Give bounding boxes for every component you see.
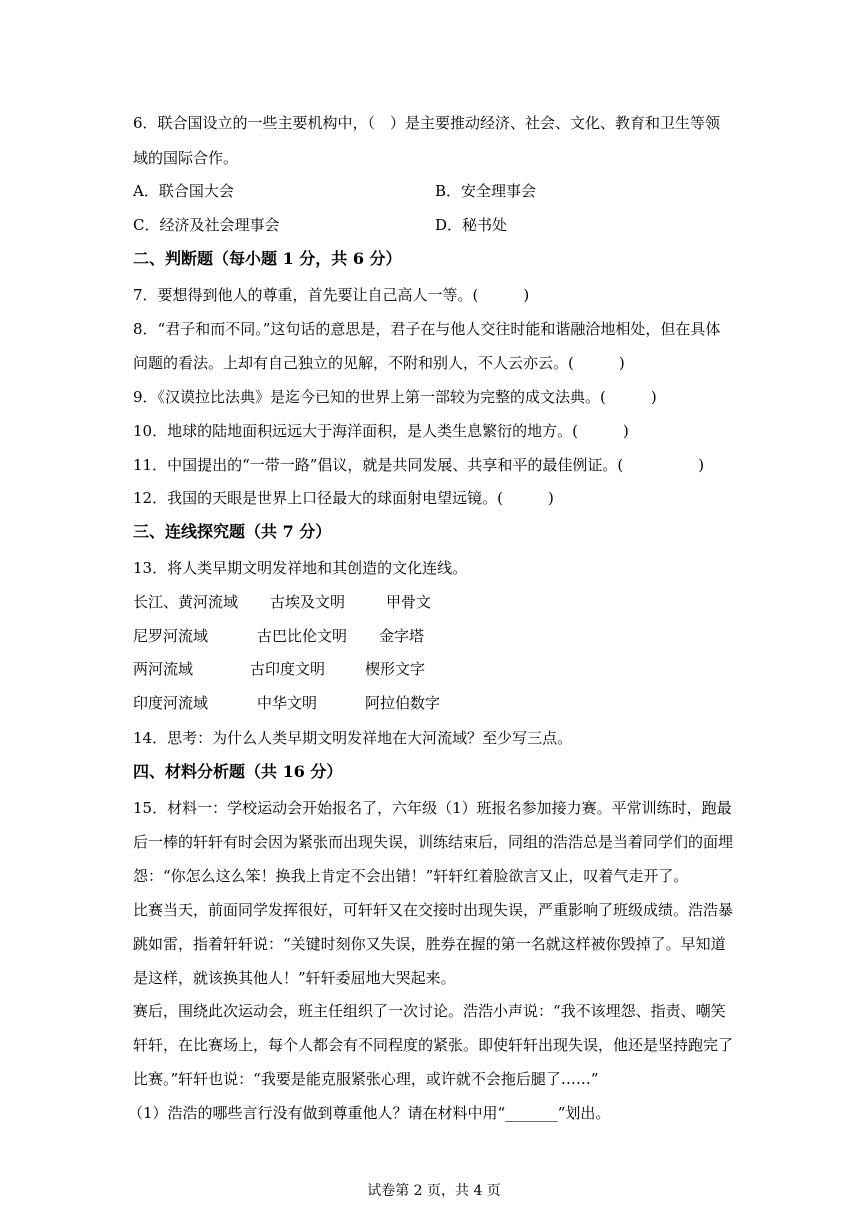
river-basin: 尼罗河流域 (133, 627, 209, 645)
sub-question-1: （1）浩浩的哪些言行没有做到尊重他人？请在材料中用“_______”划出。 (128, 1104, 611, 1122)
question-12: 12．我国的天眼是世界上口径最大的球面射电望远镜。( ) (133, 489, 554, 507)
culture: 楔形文字 (365, 660, 426, 678)
question-7: 7．要想得到他人的尊重，首先要让自己高人一等。( ) (133, 286, 530, 304)
material-line: 赛后，围绕此次运动会，班主任组织了一次讨论。浩浩小声说：“我不该埋怨、指责、嘲笑 (133, 1002, 726, 1020)
civilization: 古埃及文明 (270, 593, 346, 611)
section3-heading: 三、连线探究题（共 7 分） (133, 522, 332, 541)
q6-option-a: A．联合国大会 (133, 182, 234, 200)
civilization: 中华文明 (257, 694, 318, 712)
question-10: 10．地球的陆地面积远远大于海洋面积，是人类生息繁衍的地方。( ) (133, 422, 629, 440)
civilization: 古印度文明 (250, 660, 326, 678)
question-9: 9．《汉谟拉比法典》是迄今已知的世界上第一部较为完整的成文法典。( ) (133, 388, 657, 406)
river-basin: 两河流域 (133, 660, 194, 678)
culture: 金字塔 (379, 627, 425, 645)
section4-heading: 四、材料分析题（共 16 分） (133, 762, 343, 781)
question-11: 11．中国提出的“一带一路”倡议，就是共同发展、共享和平的最佳例证。( ) (133, 456, 705, 474)
page-footer: 试卷第 2 页，共 4 页 (367, 1183, 501, 1199)
material-line: 轩轩，在比赛场上，每个人都会有不同程度的紧张。即使轩轩出现失误，他还是坚持跑完了 (133, 1036, 734, 1054)
question-8-line1: 8．“君子和而不同。”这句话的意思是，君子在与他人交往时能和谐融洽地相处，但在具体 (133, 320, 721, 338)
river-basin: 印度河流域 (133, 694, 209, 712)
q6-option-c: C．经济及社会理事会 (133, 216, 280, 234)
q6-option-d: D．秘书处 (435, 216, 508, 234)
q6-stem-line1: 6．联合国设立的一些主要机构中，（ ）是主要推动经济、社会、文化、教育和卫生等领 (133, 114, 721, 132)
section2-heading: 二、判断题（每小题 1 分，共 6 分） (133, 249, 402, 268)
question-14: 14．思考：为什么人类早期文明发祥地在大河流域？至少写三点。 (133, 729, 573, 747)
material-line: 跳如雷，指着轩轩说：“关键时刻你又失误，胜券在握的第一名就这样被你毁掉了。早知道 (133, 935, 726, 953)
material-line: 15．材料一：学校运动会开始报名了，六年级（1）班报名参加接力赛。平常训练时，跑最 (133, 799, 732, 817)
culture: 阿拉伯数字 (365, 694, 441, 712)
civilization: 古巴比伦文明 (257, 627, 348, 645)
material-line: 比赛。”轩轩也说：“我要是能克服紧张心理，或许就不会拖后腿了……” (133, 1070, 599, 1088)
q6-stem-line2: 域的国际合作。 (133, 149, 239, 167)
q6-option-b: B．安全理事会 (435, 182, 537, 200)
river-basin: 长江、黄河流域 (133, 593, 239, 611)
question-13: 13．将人类早期文明发祥地和其创造的文化连线。 (133, 559, 468, 577)
material-line: 比赛当天，前面同学发挥很好，可轩轩又在交接时出现失误，严重影响了班级成绩。浩浩暴 (133, 901, 734, 919)
material-line: 是这样，就该换其他人！”轩轩委屈地大哭起来。 (133, 969, 456, 987)
material-line: 怨：“你怎么这么笨！换我上肯定不会出错！”轩轩红着脸欲言又止，叹着气走开了。 (133, 867, 689, 885)
material-line: 后一棒的轩轩有时会因为紧张而出现失误，训练结束后，同组的浩浩总是当着同学们的面埋 (133, 833, 734, 851)
question-8-line2: 问题的看法。上却有自己独立的见解，不附和别人，不人云亦云。( ) (133, 354, 625, 372)
culture: 甲骨文 (386, 593, 432, 611)
